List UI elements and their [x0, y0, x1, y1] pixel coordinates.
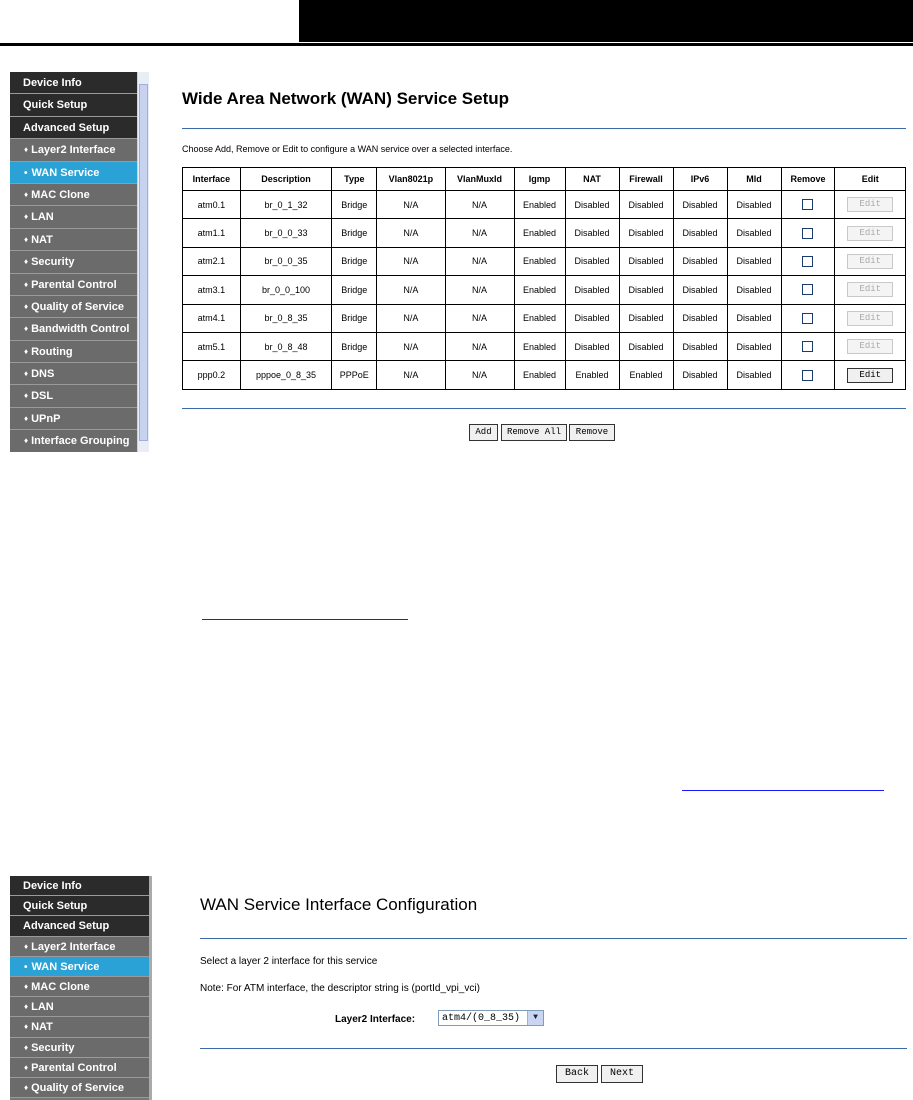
cell-vlanmuxid: N/A	[445, 361, 514, 389]
sidebar-item-layer2-interface[interactable]: ♦ Layer2 Interface	[10, 937, 149, 957]
title-divider	[182, 128, 906, 129]
cell-remove	[781, 247, 835, 275]
cell-vlanmuxid: N/A	[445, 276, 514, 304]
layer2-interface-value: atm4/(0_8_35)	[442, 1013, 521, 1024]
cell-ipv6: Disabled	[673, 276, 727, 304]
cell-type: Bridge	[332, 219, 377, 247]
sidebar-item-parental-control[interactable]: ♦ Parental Control	[10, 274, 137, 296]
sidebar-item-quick-setup[interactable]: Quick Setup	[10, 94, 137, 116]
sidebar-item-device-info[interactable]: Device Info	[10, 876, 149, 896]
column-header: Mld	[727, 168, 781, 191]
cell-vlan8021p: N/A	[377, 247, 445, 275]
edit-button[interactable]: Edit	[847, 368, 893, 383]
remove-all-button[interactable]: Remove All	[501, 424, 567, 441]
cell-interface: atm1.1	[183, 219, 241, 247]
column-header: Igmp	[514, 168, 565, 191]
sidebar-item-lan[interactable]: ♦ LAN	[10, 206, 137, 228]
cell-interface: atm0.1	[183, 191, 241, 219]
cell-type: Bridge	[332, 247, 377, 275]
remove-checkbox[interactable]	[802, 341, 813, 352]
cell-edit	[835, 219, 906, 247]
cell-ipv6: Disabled	[673, 304, 727, 332]
column-header: Type	[332, 168, 377, 191]
column-header: Edit	[835, 168, 906, 191]
column-header: Firewall	[619, 168, 673, 191]
remove-checkbox[interactable]	[802, 256, 813, 267]
cell-vlan8021p: N/A	[377, 304, 445, 332]
sidebar-item-mac-clone[interactable]: ♦ MAC Clone	[10, 977, 149, 997]
remove-checkbox[interactable]	[802, 284, 813, 295]
page-header-block	[299, 0, 913, 42]
column-header: IPv6	[673, 168, 727, 191]
table-divider	[182, 408, 906, 409]
sidebar-separator	[149, 876, 152, 1100]
sidebar-item-nat[interactable]: ♦ NAT	[10, 1017, 149, 1037]
sidebar-nav	[10, 876, 149, 1100]
sidebar-item-device-info[interactable]: Device Info	[10, 72, 137, 94]
cell-ipv6: Disabled	[673, 247, 727, 275]
page-title: Wide Area Network (WAN) Service Setup	[182, 89, 510, 108]
cell-edit	[835, 247, 906, 275]
cell-type: Bridge	[332, 191, 377, 219]
title-divider	[200, 938, 907, 939]
cell-nat: Disabled	[565, 191, 619, 219]
cell-vlan8021p: N/A	[377, 219, 445, 247]
sidebar-scrollbar[interactable]	[137, 72, 149, 452]
table-header-row	[183, 168, 906, 191]
document-link[interactable]	[202, 619, 408, 620]
sidebar-item-advanced-setup[interactable]: Advanced Setup	[10, 916, 149, 936]
cell-mld: Disabled	[727, 247, 781, 275]
sidebar-item-dsl[interactable]: ♦ DSL	[10, 385, 137, 407]
cell-igmp: Enabled	[514, 276, 565, 304]
cell-nat: Disabled	[565, 304, 619, 332]
cell-ipv6: Disabled	[673, 332, 727, 360]
sidebar-item-security[interactable]: ♦ Security	[10, 1038, 149, 1058]
cell-mld: Disabled	[727, 361, 781, 389]
sidebar-item-lan[interactable]: ♦ LAN	[10, 997, 149, 1017]
cell-mld: Disabled	[727, 304, 781, 332]
cell-igmp: Enabled	[514, 332, 565, 360]
sidebar-item-parental-control[interactable]: ♦ Parental Control	[10, 1058, 149, 1078]
cell-edit	[835, 276, 906, 304]
edit-button: Edit	[847, 311, 893, 326]
column-header: VlanMuxId	[445, 168, 514, 191]
cell-ipv6: Disabled	[673, 361, 727, 389]
cell-remove	[781, 304, 835, 332]
cell-remove	[781, 191, 835, 219]
page-note: Note: For ATM interface, the descriptor string is (portId_vpi_vci)	[200, 983, 480, 994]
cell-vlanmuxid: N/A	[445, 191, 514, 219]
cell-ipv6: Disabled	[673, 219, 727, 247]
remove-checkbox[interactable]	[802, 228, 813, 239]
sidebar-item-quality-of-service[interactable]: ♦ Quality of Service	[10, 1078, 149, 1098]
cell-nat: Disabled	[565, 247, 619, 275]
document-link[interactable]	[682, 790, 884, 791]
scrollbar-thumb[interactable]	[139, 84, 148, 441]
table-row	[183, 247, 906, 275]
cell-mld: Disabled	[727, 276, 781, 304]
column-header: Description	[240, 168, 332, 191]
cell-igmp: Enabled	[514, 304, 565, 332]
cell-igmp: Enabled	[514, 247, 565, 275]
column-header: Vlan8021p	[377, 168, 445, 191]
cell-type: Bridge	[332, 276, 377, 304]
cell-igmp: Enabled	[514, 219, 565, 247]
layer2-interface-label: Layer2 Interface:	[335, 1014, 416, 1025]
sidebar-item-bandwidth-control[interactable]: ♦ Bandwidth Control	[10, 318, 137, 340]
table-row	[183, 276, 906, 304]
next-button[interactable]: Next	[601, 1065, 643, 1083]
cell-mld: Disabled	[727, 332, 781, 360]
sidebar-item-routing[interactable]: ♦ Routing	[10, 341, 137, 363]
cell-vlan8021p: N/A	[377, 361, 445, 389]
cell-firewall: Disabled	[619, 247, 673, 275]
cell-vlanmuxid: N/A	[445, 247, 514, 275]
cell-vlanmuxid: N/A	[445, 332, 514, 360]
cell-type: PPPoE	[332, 361, 377, 389]
sidebar-item-interface-grouping[interactable]: ♦ Interface Grouping	[10, 430, 137, 452]
cell-nat: Disabled	[565, 219, 619, 247]
column-header: NAT	[565, 168, 619, 191]
table-row	[183, 304, 906, 332]
cell-edit	[835, 304, 906, 332]
cell-nat: Disabled	[565, 332, 619, 360]
cell-firewall: Disabled	[619, 332, 673, 360]
cell-description: br_0_0_35	[240, 247, 332, 275]
page-title: WAN Service Interface Configuration	[200, 895, 478, 914]
sidebar-item-nat[interactable]: ♦ NAT	[10, 229, 137, 251]
edit-button: Edit	[847, 197, 893, 212]
cell-igmp: Enabled	[514, 361, 565, 389]
cell-firewall: Disabled	[619, 191, 673, 219]
cell-nat: Enabled	[565, 361, 619, 389]
cell-igmp: Enabled	[514, 191, 565, 219]
remove-checkbox[interactable]	[802, 313, 813, 324]
layer2-interface-select[interactable]	[438, 1010, 544, 1026]
sidebar-item-mac-clone[interactable]: ♦ MAC Clone	[10, 184, 137, 206]
sidebar-item-layer2-interface[interactable]: ♦ Layer2 Interface	[10, 139, 137, 161]
column-header: Interface	[183, 168, 241, 191]
cell-remove	[781, 361, 835, 389]
cell-vlan8021p: N/A	[377, 191, 445, 219]
edit-button: Edit	[847, 226, 893, 241]
cell-description: br_0_8_35	[240, 304, 332, 332]
wan-service-table	[182, 167, 906, 390]
cell-mld: Disabled	[727, 219, 781, 247]
sidebar-nav	[10, 72, 137, 452]
cell-edit	[835, 332, 906, 360]
cell-interface: atm4.1	[183, 304, 241, 332]
cell-vlan8021p: N/A	[377, 332, 445, 360]
cell-interface: atm3.1	[183, 276, 241, 304]
table-row	[183, 361, 906, 389]
cell-interface: atm2.1	[183, 247, 241, 275]
sidebar-item-upnp[interactable]: ♦ UPnP	[10, 408, 137, 430]
edit-button: Edit	[847, 339, 893, 354]
form-divider	[200, 1048, 907, 1049]
cell-firewall: Disabled	[619, 276, 673, 304]
cell-mld: Disabled	[727, 191, 781, 219]
page-header-rule	[0, 43, 913, 46]
sidebar-item-wan-service[interactable]: • WAN Service	[10, 957, 149, 977]
cell-description: br_0_0_33	[240, 219, 332, 247]
chevron-down-icon[interactable]: ▼	[527, 1011, 543, 1025]
column-header: Remove	[781, 168, 835, 191]
cell-type: Bridge	[332, 304, 377, 332]
cell-firewall: Disabled	[619, 304, 673, 332]
cell-remove	[781, 219, 835, 247]
cell-vlan8021p: N/A	[377, 276, 445, 304]
cell-description: br_0_8_48	[240, 332, 332, 360]
cell-vlanmuxid: N/A	[445, 304, 514, 332]
table-row	[183, 191, 906, 219]
cell-interface: atm5.1	[183, 332, 241, 360]
sidebar-item-dns[interactable]: ♦ DNS	[10, 363, 137, 385]
sidebar-item-quality-of-service[interactable]: ♦ Quality of Service	[10, 296, 137, 318]
remove-checkbox[interactable]	[802, 199, 813, 210]
cell-description: pppoe_0_8_35	[240, 361, 332, 389]
cell-edit	[835, 361, 906, 389]
cell-type: Bridge	[332, 332, 377, 360]
cell-firewall: Enabled	[619, 361, 673, 389]
wan-service-setup-screenshot	[10, 72, 907, 452]
page-description: Choose Add, Remove or Edit to configure a WAN service over a selected interface.	[182, 144, 513, 154]
sidebar-item-security[interactable]: ♦ Security	[10, 251, 137, 273]
sidebar-item-advanced-setup[interactable]: Advanced Setup	[10, 117, 137, 139]
cell-interface: ppp0.2	[183, 361, 241, 389]
cell-firewall: Disabled	[619, 219, 673, 247]
table-row	[183, 332, 906, 360]
back-button[interactable]: Back	[556, 1065, 598, 1083]
edit-button: Edit	[847, 254, 893, 269]
cell-description: br_0_0_100	[240, 276, 332, 304]
table-row	[183, 219, 906, 247]
cell-edit	[835, 191, 906, 219]
sidebar-item-wan-service[interactable]: • WAN Service	[10, 162, 137, 184]
add-button[interactable]: Add	[469, 424, 498, 441]
remove-checkbox[interactable]	[802, 370, 813, 381]
remove-button[interactable]: Remove	[569, 424, 615, 441]
cell-remove	[781, 332, 835, 360]
cell-nat: Disabled	[565, 276, 619, 304]
cell-ipv6: Disabled	[673, 191, 727, 219]
cell-remove	[781, 276, 835, 304]
edit-button: Edit	[847, 282, 893, 297]
page-instruction: Select a layer 2 interface for this service	[200, 956, 378, 967]
sidebar-item-quick-setup[interactable]: Quick Setup	[10, 896, 149, 916]
cell-description: br_0_1_32	[240, 191, 332, 219]
wan-interface-config-screenshot	[10, 876, 907, 1100]
cell-vlanmuxid: N/A	[445, 219, 514, 247]
